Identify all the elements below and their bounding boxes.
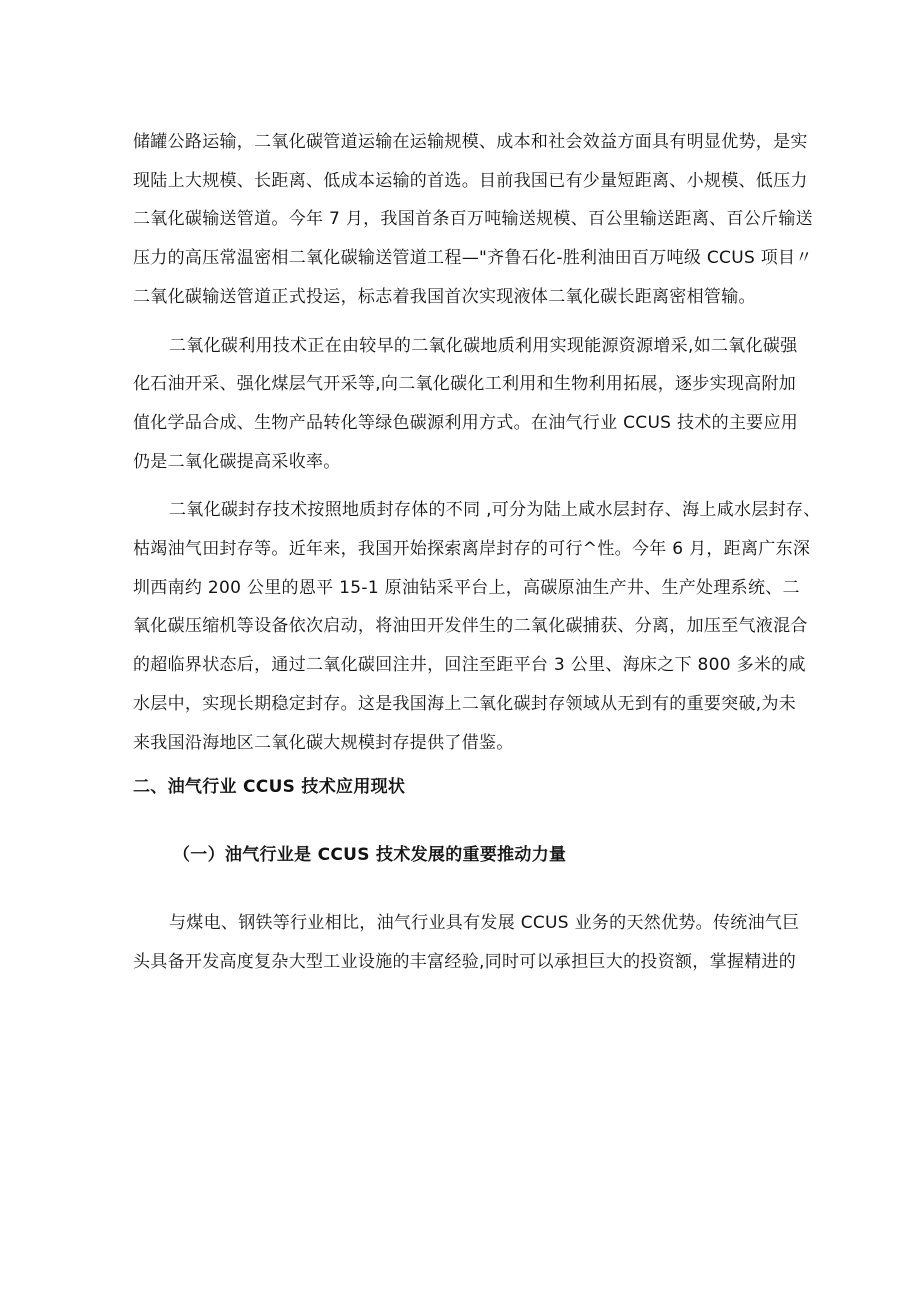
text-line: 储罐公路运输，二氧化碳管道运输在运输规模、成本和社会效益方面具有明显优势，是实 bbox=[133, 132, 808, 152]
text-line: 压力的高压常温密相二氧化碳输送管道工程—"齐鲁石化-胜利油田百万吨级 CCUS 项目〃 bbox=[133, 248, 813, 269]
text-line: 的超临界状态后，通过二氧化碳回注井，回注至距平台 3 公里、海床之下 800 多米的咸 bbox=[133, 655, 806, 676]
text-line: 二氧化碳输送管道。今年 7 月，我国首条百万吨输送规模、百公里输送距离、百公斤输送 bbox=[133, 209, 813, 230]
text-line: 化石油开采、强化煤层气开采等,向二氧化碳化工利用和生物利用拓展，逐步实现高附加 bbox=[133, 374, 797, 395]
paragraph-oil-gas-advantage bbox=[133, 904, 805, 981]
paragraph-co2-storage bbox=[133, 491, 821, 762]
text-line: 枯竭油气田封存等。近年来，我国开始探索离岸封存的可行^性。今年 6 月，距离广东深 bbox=[133, 539, 811, 560]
text-line: 头具备开发高度复杂大型工业设施的丰富经验,同时可以承担巨大的投资额，掌握精进的 bbox=[133, 951, 797, 972]
subsection-heading: （一）油气行业是 CCUS 技术发展的重要推动力量 bbox=[173, 845, 567, 866]
document-body bbox=[133, 123, 821, 982]
text-line: 仍是二氧化碳提高采收率。 bbox=[133, 451, 341, 472]
paragraph-co2-utilization bbox=[133, 327, 805, 482]
text-line: 值化学品合成、生物产品转化等绿色碳源利用方式。在油气行业 CCUS 技术的主要应用 bbox=[133, 412, 799, 433]
text-line: 与煤电、钢铁等行业相比，油气行业具有发展 CCUS 业务的天然优势。传统油气巨 bbox=[169, 913, 800, 934]
text-line: 现陆上大规模、长距离、低成本运输的首选。目前我国已有少量短距离、小规模、低压力 bbox=[133, 170, 808, 191]
paragraph-gap bbox=[133, 481, 805, 491]
text-line: 二氧化碳输送管道正式投运，标志着我国首次实现液体二氧化碳长距离密相管输。 bbox=[133, 286, 756, 307]
text-line: 来我国沿海地区二氧化碳大规模封存提供了借鉴。 bbox=[133, 732, 514, 753]
text-line: 二氧化碳封存技术按照地质封存体的不同 ,可分为陆上咸水层封存、海上咸水层封存、 bbox=[169, 500, 821, 521]
text-line: 水层中，实现长期稳定封存。这是我国海上二氧化碳封存领域从无到有的重要突破,为未 bbox=[133, 693, 797, 714]
text-line: 氧化碳压缩机等设备依次启动，将油田开发伴生的二氧化碳捕获、分离，加压至气液混合 bbox=[133, 616, 808, 637]
paragraph-gap bbox=[133, 317, 805, 327]
text-line: 二氧化碳利用技术正在由较早的二氧化碳地质利用实现能源资源增采,如二氧化碳强 bbox=[169, 335, 798, 356]
text-line: 圳西南约 200 公里的恩平 15-1 原油钻采平台上，高碳原油生产井、生产处理系统、二 bbox=[133, 577, 800, 598]
section-heading: 二、油气行业 CCUS 技术应用现状 bbox=[133, 777, 406, 798]
paragraph-pipeline-transport bbox=[133, 123, 813, 317]
